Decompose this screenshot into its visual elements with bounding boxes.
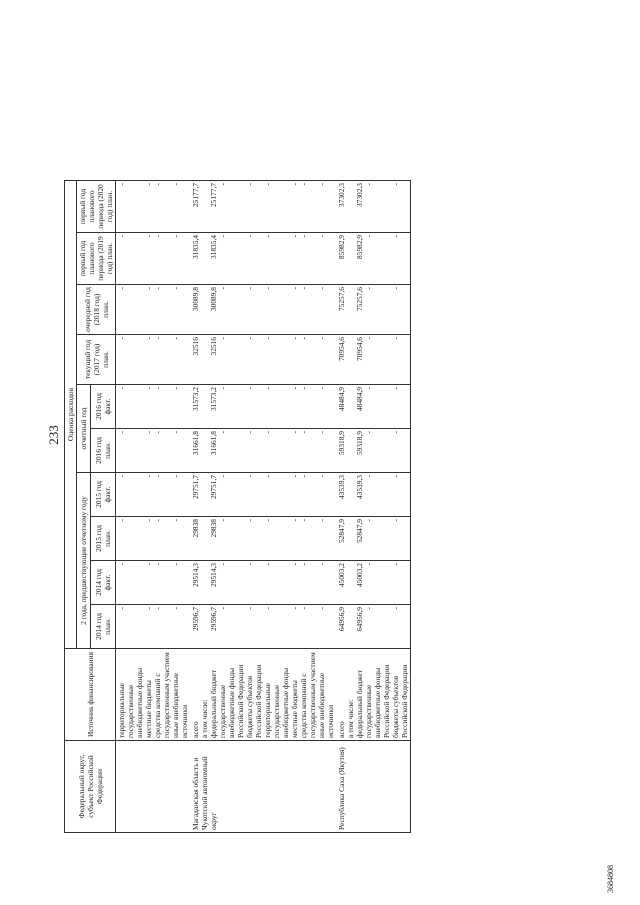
value-line: - xyxy=(299,519,308,522)
value-line: - xyxy=(391,431,400,434)
value-line: - xyxy=(171,387,180,390)
value-line xyxy=(200,475,209,514)
source-line: местные бюджеты xyxy=(290,680,299,738)
value-line: - xyxy=(245,563,254,566)
value-line: - xyxy=(144,607,153,610)
value-line: 37302,3 xyxy=(355,183,364,208)
value-line xyxy=(200,337,209,382)
header-prior-years: 2 года, предшествующие отчетному году xyxy=(77,473,91,649)
value-line xyxy=(346,563,355,602)
value-line: - xyxy=(263,183,272,186)
region-cell: Республика Саха (Якутия) xyxy=(336,741,411,833)
value-line: - xyxy=(317,563,326,566)
value-line: - xyxy=(263,235,272,238)
value-line: - xyxy=(364,475,373,478)
value-line: - xyxy=(299,475,308,478)
value-cell xyxy=(116,285,191,335)
value-line: - xyxy=(117,387,126,390)
value-line: 31573,2 xyxy=(209,387,218,412)
value-line: - xyxy=(245,607,254,610)
region-cell: Магаданская область и Чукотский автономный округ xyxy=(190,741,336,833)
value-line xyxy=(200,519,209,558)
value-line: - xyxy=(263,519,272,522)
value-line: 48484,9 xyxy=(355,387,364,412)
value-line: - xyxy=(218,607,227,610)
value-line: - xyxy=(218,387,227,390)
value-line: - xyxy=(299,235,308,238)
value-line: - xyxy=(245,287,254,290)
source-line: в том числе: xyxy=(200,699,209,738)
value-line: - xyxy=(153,519,162,522)
value-line: - xyxy=(391,387,400,390)
source-line: федеральный бюджет xyxy=(355,669,364,738)
value-line xyxy=(200,431,209,470)
value-line: - xyxy=(263,563,272,566)
value-line: - xyxy=(245,183,254,186)
value-line: - xyxy=(364,431,373,434)
source-cell xyxy=(190,649,336,741)
value-line: - xyxy=(245,519,254,522)
value-line: - xyxy=(153,387,162,390)
value-line: 30089,8 xyxy=(209,287,218,312)
expense-table xyxy=(64,180,411,833)
value-cell xyxy=(190,605,336,649)
value-cell xyxy=(116,561,191,605)
value-line: - xyxy=(364,183,373,186)
source-line: бюджеты субъектов Российской Федерации xyxy=(391,664,409,738)
value-line: - xyxy=(290,183,299,186)
value-line: 52847,9 xyxy=(337,519,346,544)
value-line xyxy=(200,235,209,282)
value-cell xyxy=(190,429,336,473)
value-line: - xyxy=(391,235,400,238)
value-line: - xyxy=(290,337,299,340)
value-line: 70954,6 xyxy=(337,337,346,362)
value-line: - xyxy=(144,563,153,566)
value-line: - xyxy=(144,235,153,238)
value-line: - xyxy=(245,235,254,238)
value-line: - xyxy=(218,287,227,290)
value-line: - xyxy=(117,235,126,238)
value-line: - xyxy=(153,235,162,238)
value-line: - xyxy=(144,519,153,522)
value-line: 29514,3 xyxy=(191,563,200,588)
source-line: средства компаний с государственным участием xyxy=(153,652,171,738)
value-line: - xyxy=(290,235,299,238)
value-line: - xyxy=(299,607,308,610)
value-line: 70954,6 xyxy=(355,337,364,362)
value-line: - xyxy=(153,337,162,340)
value-cell xyxy=(116,517,191,561)
document-code: 3684808 xyxy=(606,865,615,893)
value-cell xyxy=(190,473,336,517)
header-region: Федеральный округ, субъект Российской Федерации xyxy=(65,741,116,833)
value-line: 30089,8 xyxy=(191,287,200,312)
value-line xyxy=(346,475,355,514)
value-cell xyxy=(116,233,191,285)
value-line: - xyxy=(391,563,400,566)
value-line: 31661,8 xyxy=(191,431,200,456)
value-line: - xyxy=(317,183,326,186)
header-2016-fact: 2016 год факт. xyxy=(91,385,116,429)
value-line: - xyxy=(218,431,227,434)
value-line: 75257,6 xyxy=(355,287,364,312)
value-line: - xyxy=(317,287,326,290)
value-cell xyxy=(336,605,411,649)
value-line: - xyxy=(317,337,326,340)
source-line: федеральный бюджет xyxy=(209,669,218,738)
value-line: 29751,7 xyxy=(209,475,218,500)
value-line: - xyxy=(391,607,400,610)
value-line: - xyxy=(263,475,272,478)
value-cell xyxy=(190,561,336,605)
value-line: - xyxy=(153,287,162,290)
value-cell xyxy=(336,517,411,561)
header-plan-2020: первый год планового периода (2020 год) план. xyxy=(77,181,116,233)
value-line: - xyxy=(171,519,180,522)
value-line: - xyxy=(299,563,308,566)
value-line xyxy=(200,607,209,646)
value-line: 85982,9 xyxy=(337,235,346,260)
value-line: - xyxy=(218,337,227,340)
value-line xyxy=(346,607,355,646)
value-line: 32516 xyxy=(191,337,200,356)
value-line: - xyxy=(364,235,373,238)
header-2014-fact: 2014 год факт. xyxy=(91,561,116,605)
source-line: местные бюджеты xyxy=(144,680,153,738)
value-cell xyxy=(116,605,191,649)
value-line: - xyxy=(299,431,308,434)
source-line: средства компаний с государственным участием xyxy=(299,652,317,738)
value-line: 37302,3 xyxy=(337,183,346,208)
value-line: 29751,7 xyxy=(191,475,200,500)
value-line: 85982,9 xyxy=(355,235,364,260)
header-current-year: текущий год (2017 год) план. xyxy=(77,335,116,385)
value-cell xyxy=(336,285,411,335)
value-line: - xyxy=(117,287,126,290)
value-line: - xyxy=(263,287,272,290)
value-line: - xyxy=(263,431,272,434)
header-2014-plan: 2014 год план. xyxy=(91,605,116,649)
value-cell xyxy=(336,473,411,517)
value-line: - xyxy=(290,563,299,566)
value-cell xyxy=(190,335,336,385)
value-line: 43539,3 xyxy=(355,475,364,500)
value-line: - xyxy=(117,183,126,186)
value-cell xyxy=(336,429,411,473)
value-line: 29596,7 xyxy=(191,607,200,632)
region-cell xyxy=(116,741,191,833)
value-line: - xyxy=(364,337,373,340)
value-line: - xyxy=(317,519,326,522)
value-cell xyxy=(190,517,336,561)
value-cell xyxy=(116,181,191,233)
value-line: - xyxy=(117,607,126,610)
value-line: - xyxy=(364,563,373,566)
header-2015-fact: 2015 год факт. xyxy=(91,473,116,517)
value-line: - xyxy=(391,337,400,340)
value-cell xyxy=(336,181,411,233)
value-line xyxy=(346,519,355,558)
source-cell xyxy=(336,649,411,741)
value-line: - xyxy=(299,287,308,290)
value-line: - xyxy=(263,337,272,340)
value-line: - xyxy=(245,337,254,340)
value-line: 25177,7 xyxy=(191,183,200,208)
value-line: 45003,2 xyxy=(337,563,346,588)
value-line xyxy=(346,431,355,470)
source-line: государственные внебюджетные фонды Российской Федерации xyxy=(364,664,391,738)
value-line: - xyxy=(364,287,373,290)
page-number: 233 xyxy=(46,425,61,445)
value-line xyxy=(200,563,209,602)
value-cell xyxy=(190,181,336,233)
value-line: - xyxy=(218,235,227,238)
value-line: 31573,2 xyxy=(191,387,200,412)
table-row xyxy=(116,181,191,833)
value-line: - xyxy=(290,607,299,610)
value-line: 25177,7 xyxy=(209,183,218,208)
value-cell xyxy=(190,385,336,429)
header-plan-2019: первый год планового периода (2019 год) план. xyxy=(77,233,116,285)
value-line: - xyxy=(317,431,326,434)
value-line: 59318,9 xyxy=(355,431,364,456)
value-line: - xyxy=(290,387,299,390)
value-line: - xyxy=(364,607,373,610)
value-line: - xyxy=(153,475,162,478)
value-line: 29514,3 xyxy=(209,563,218,588)
value-cell xyxy=(190,233,336,285)
value-line: - xyxy=(317,607,326,610)
value-line: 52847,9 xyxy=(355,519,364,544)
value-line xyxy=(346,235,355,282)
value-line: - xyxy=(299,387,308,390)
value-line: - xyxy=(245,431,254,434)
value-line xyxy=(346,337,355,382)
source-line: иные внебюджетные источники xyxy=(317,672,335,738)
value-line: - xyxy=(218,519,227,522)
value-line: - xyxy=(218,563,227,566)
value-line xyxy=(200,387,209,426)
value-cell xyxy=(116,429,191,473)
value-line: - xyxy=(290,519,299,522)
value-line: - xyxy=(245,387,254,390)
value-line: 29596,7 xyxy=(209,607,218,632)
value-line: - xyxy=(171,475,180,478)
source-cell xyxy=(116,649,191,741)
table-body xyxy=(116,181,411,833)
header-2016-plan: 2016 год план. xyxy=(91,429,116,473)
header-next-year: очередной год (2018 год) план. xyxy=(77,285,116,335)
value-line: - xyxy=(364,519,373,522)
source-line: территориальные государственные внебюджетные фонды xyxy=(117,667,144,738)
value-line: - xyxy=(144,337,153,340)
source-line: бюджеты субъектов Российской Федерации xyxy=(245,664,263,738)
value-line: - xyxy=(391,287,400,290)
value-line: - xyxy=(144,475,153,478)
table-row xyxy=(190,181,336,833)
value-line: - xyxy=(144,387,153,390)
value-cell xyxy=(190,285,336,335)
value-line: 64956,9 xyxy=(337,607,346,632)
value-line: - xyxy=(171,235,180,238)
value-line xyxy=(200,287,209,332)
value-line: 64956,9 xyxy=(355,607,364,632)
value-line: - xyxy=(263,387,272,390)
header-estimate: Оценка расходов xyxy=(65,181,77,649)
value-line xyxy=(200,183,209,230)
value-cell xyxy=(336,385,411,429)
value-line xyxy=(346,387,355,426)
value-line: - xyxy=(290,287,299,290)
value-line: - xyxy=(144,183,153,186)
value-line xyxy=(346,287,355,332)
value-line: - xyxy=(153,607,162,610)
value-line xyxy=(346,183,355,230)
value-cell xyxy=(336,335,411,385)
value-line: - xyxy=(290,475,299,478)
value-line: - xyxy=(171,183,180,186)
source-line: иные внебюджетные источники xyxy=(171,672,189,738)
value-line: 32516 xyxy=(209,337,218,356)
value-line: - xyxy=(317,387,326,390)
value-line: - xyxy=(317,235,326,238)
source-line: всего xyxy=(337,721,346,738)
value-line: - xyxy=(153,183,162,186)
value-line: 29838 xyxy=(209,519,218,538)
value-line: - xyxy=(153,431,162,434)
source-line: территориальные государственные внебюджетные фонды xyxy=(263,667,290,738)
table-row xyxy=(336,181,411,833)
value-line: - xyxy=(263,607,272,610)
value-line: 31835,4 xyxy=(191,235,200,260)
source-line: государственные внебюджетные фонды Российской Федерации xyxy=(218,664,245,738)
value-line: - xyxy=(290,431,299,434)
value-line: - xyxy=(171,431,180,434)
value-line: - xyxy=(245,475,254,478)
value-line: - xyxy=(117,431,126,434)
value-cell xyxy=(116,385,191,429)
value-line: 31661,8 xyxy=(209,431,218,456)
value-line: - xyxy=(391,475,400,478)
value-cell xyxy=(336,561,411,605)
value-cell xyxy=(336,233,411,285)
header-report-year: отчетный год xyxy=(77,385,91,473)
value-line: - xyxy=(153,563,162,566)
value-line: 75257,6 xyxy=(337,287,346,312)
source-line: всего xyxy=(191,721,200,738)
value-line: - xyxy=(171,563,180,566)
value-line: - xyxy=(117,337,126,340)
value-line: - xyxy=(391,519,400,522)
value-line: - xyxy=(391,183,400,186)
value-line: - xyxy=(218,475,227,478)
value-line: - xyxy=(299,337,308,340)
value-cell xyxy=(116,335,191,385)
value-line: 45003,2 xyxy=(355,563,364,588)
value-line: - xyxy=(218,183,227,186)
value-line: - xyxy=(117,475,126,478)
header-2015-plan: 2015 год план. xyxy=(91,517,116,561)
value-line: - xyxy=(299,183,308,186)
value-line: - xyxy=(364,387,373,390)
value-line: - xyxy=(171,337,180,340)
value-line: - xyxy=(171,287,180,290)
value-line: - xyxy=(144,287,153,290)
value-line: 29838 xyxy=(191,519,200,538)
value-line: - xyxy=(171,607,180,610)
source-line: в том числе: xyxy=(346,699,355,738)
value-line: - xyxy=(144,431,153,434)
value-line: - xyxy=(117,519,126,522)
value-cell xyxy=(116,473,191,517)
header-source: Источник финансирования xyxy=(65,649,116,741)
value-line: 59318,9 xyxy=(337,431,346,456)
value-line: 43539,3 xyxy=(337,475,346,500)
value-line: 31835,4 xyxy=(209,235,218,260)
value-line: - xyxy=(317,475,326,478)
value-line: - xyxy=(117,563,126,566)
value-line: 48484,9 xyxy=(337,387,346,412)
